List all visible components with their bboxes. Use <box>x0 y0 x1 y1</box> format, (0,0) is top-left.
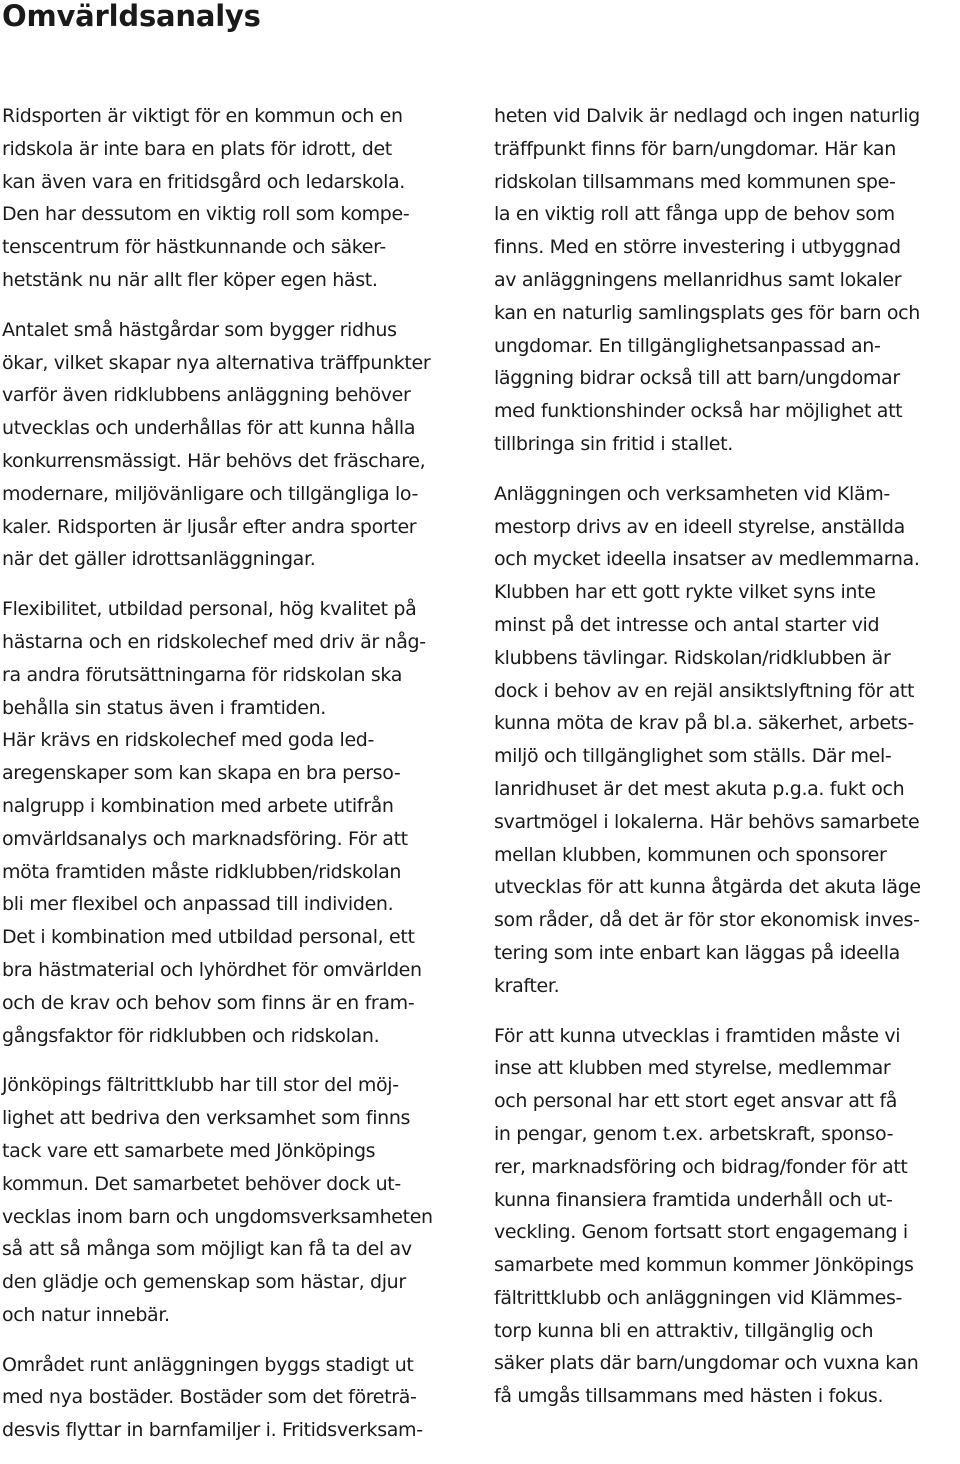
text-line: så att så många som möjligt kan få ta del av <box>2 1238 412 1261</box>
text-line: modernare, miljövänligare och tillgängliga lo- <box>2 482 419 505</box>
text-line: Det i kombination med utbildad personal, ett <box>2 926 415 949</box>
text-line: bli mer flexibel och anpassad till individen. <box>2 893 394 916</box>
text-line: behålla sin status även i framtiden. <box>2 696 326 719</box>
text-line: lanridhuset är det mest akuta p.g.a. fukt och <box>494 777 905 800</box>
text-line: Ridsporten är viktigt för en kommun och en <box>2 105 403 127</box>
text-line: konkurrensmässigt. Här behövs det fräschare, <box>2 449 426 472</box>
text-line: kan en naturlig samlingsplats ges för barn och <box>494 301 920 324</box>
text-line: hästarna och en ridskolechef med driv är någ- <box>2 630 426 653</box>
text-line: ökar, vilket skapar nya alternativa träffpunkter <box>2 351 431 374</box>
text-line: Klubben har ett gott rykte vilket syns inte <box>494 581 876 604</box>
text-line: aregenskaper som kan skapa en bra perso- <box>2 762 401 785</box>
text-line: ra andra förutsättningarna för ridskolan ska <box>2 663 403 686</box>
text-line: tillbringa sin fritid i stallet. <box>494 432 733 455</box>
page-title: Omvärldsanalys <box>2 0 261 33</box>
text-line: tering som inte enbart kan läggas på ideella <box>494 941 900 964</box>
text-line: veckling. Genom fortsatt stort engagemang i <box>494 1221 908 1244</box>
text-line: läggning bidrar också till att barn/ungdomar <box>494 367 900 390</box>
text-line: tack vare ett samarbete med Jönköpings <box>2 1139 376 1162</box>
text-line: och de krav och behov som finns är en fram- <box>2 991 415 1014</box>
paragraph <box>494 1020 960 1414</box>
text-line: mellan klubben, kommunen och sponsorer <box>494 843 887 866</box>
paragraph <box>2 314 472 576</box>
text-line: träffpunkt finns för barn/ungdomar. Här kan <box>494 137 896 160</box>
text-line: Antalet små hästgårdar som bygger ridhus <box>2 318 397 341</box>
text-line: och personal har ett stort eget ansvar att få <box>494 1090 898 1113</box>
left-column <box>2 100 472 1464</box>
text-line: dock i behov av en rejäl ansiktslyftning för att <box>494 679 915 702</box>
text-line: ridskola är inte bara en plats för idrott, det <box>2 137 392 160</box>
text-line: samarbete med kommun kommer Jönköpings <box>494 1254 914 1277</box>
paragraph <box>2 1349 472 1447</box>
text-line: hetstänk nu när allt fler köper egen häst. <box>2 268 378 291</box>
text-line: Anläggningen och verksamheten vid Kläm- <box>494 482 890 505</box>
text-line: rer, marknadsföring och bidrag/fonder för att <box>494 1155 908 1178</box>
text-line: För att kunna utvecklas i framtiden måste vi <box>494 1024 901 1047</box>
text-line: Den har dessutom en viktig roll som kompe- <box>2 203 410 226</box>
text-line: kan även vara en fritidsgård och ledarskola. <box>2 170 405 193</box>
text-line: den glädje och gemenskap som hästar, djur <box>2 1271 406 1294</box>
text-line: omvärldsanalys och marknadsföring. För att <box>2 827 408 850</box>
text-line: utvecklas och underhållas för att kunna hålla <box>2 417 416 440</box>
text-line: tenscentrum för hästkunnande och säker- <box>2 236 386 259</box>
text-line: utvecklas för att kunna åtgärda det akuta läge <box>494 876 921 899</box>
text-line: kaler. Ridsporten är ljusår efter andra sporter <box>2 515 417 538</box>
text-line: desvis flyttar in barnfamiljer i. Fritidsverksam- <box>2 1419 423 1442</box>
text-line: Flexibilitet, utbildad personal, hög kvalitet på <box>2 598 417 621</box>
text-line: svartmögel i lokalerna. Här behövs samarbete <box>494 810 920 833</box>
text-line: la en viktig roll att fånga upp de behov som <box>494 203 895 226</box>
text-line: ungdomar. En tillgänglighetsanpassad an- <box>494 334 881 357</box>
text-line: heten vid Dalvik är nedlagd och ingen naturlig <box>494 105 920 127</box>
paragraph <box>2 1069 472 1331</box>
text-line: inse att klubben med styrelse, medlemmar <box>494 1057 891 1080</box>
text-line: in pengar, genom t.ex. arbetskraft, sponso- <box>494 1122 894 1145</box>
text-line: miljö och tillgänglighet som ställs. Där mel- <box>494 745 892 768</box>
text-line: fältrittklubb och anläggningen vid Klämmes- <box>494 1286 903 1309</box>
text-line: med funktionshinder också har möjlighet att <box>494 400 903 423</box>
text-line: kunna möta de krav på bl.a. säkerhet, arbets- <box>494 712 914 735</box>
text-line: gångsfaktor för ridklubben och ridskolan. <box>2 1024 380 1047</box>
text-line: när det gäller idrottsanläggningar. <box>2 548 316 571</box>
text-line: få umgås tillsammans med hästen i fokus. <box>494 1385 884 1408</box>
text-line: torp kunna bli en attraktiv, tillgänglig och <box>494 1319 874 1342</box>
text-line: finns. Med en större investering i utbyggnad <box>494 236 901 259</box>
text-line: nalgrupp i kombination med arbete utifrån <box>2 794 394 817</box>
paragraph <box>494 478 960 1003</box>
text-line: och natur innebär. <box>2 1303 170 1326</box>
paragraph <box>2 100 472 297</box>
text-line: Här krävs en ridskolechef med goda led- <box>2 729 375 752</box>
text-line: bra hästmaterial och lyhördhet för omvärlden <box>2 958 422 981</box>
text-line: vecklas inom barn och ungdomsverksamheten <box>2 1205 433 1228</box>
text-line: kommun. Det samarbetet behöver dock ut- <box>2 1172 401 1195</box>
paragraph <box>2 593 472 1052</box>
text-line: minst på det intresse och antal starter vid <box>494 613 880 636</box>
text-line: ridskolan tillsammans med kommunen spe- <box>494 170 896 193</box>
text-line: möta framtiden måste ridklubben/ridskolan <box>2 860 402 883</box>
text-line: med nya bostäder. Bostäder som det företrä- <box>2 1386 417 1409</box>
text-line: Området runt anläggningen byggs stadigt ut <box>2 1353 414 1376</box>
text-line: mestorp drivs av en ideell styrelse, anställda <box>494 515 905 538</box>
text-line: lighet att bedriva den verksamhet som finns <box>2 1107 411 1130</box>
text-line: som råder, då det är för stor ekonomisk inves- <box>494 909 920 932</box>
text-line: Jönköpings fältrittklubb har till stor del möj- <box>2 1074 399 1097</box>
paragraph <box>494 100 960 461</box>
text-line: säker plats där barn/ungdomar och vuxna kan <box>494 1352 919 1375</box>
text-line: krafter. <box>494 974 560 997</box>
right-column <box>494 100 960 1430</box>
text-line: av anläggningens mellanridhus samt lokaler <box>494 268 902 291</box>
text-line: klubbens tävlingar. Ridskolan/ridklubben är <box>494 646 891 669</box>
text-line: kunna finansiera framtida underhåll och ut- <box>494 1188 893 1211</box>
text-line: och mycket ideella insatser av medlemmarna. <box>494 548 920 571</box>
text-line: varför även ridklubbens anläggning behöver <box>2 384 411 407</box>
